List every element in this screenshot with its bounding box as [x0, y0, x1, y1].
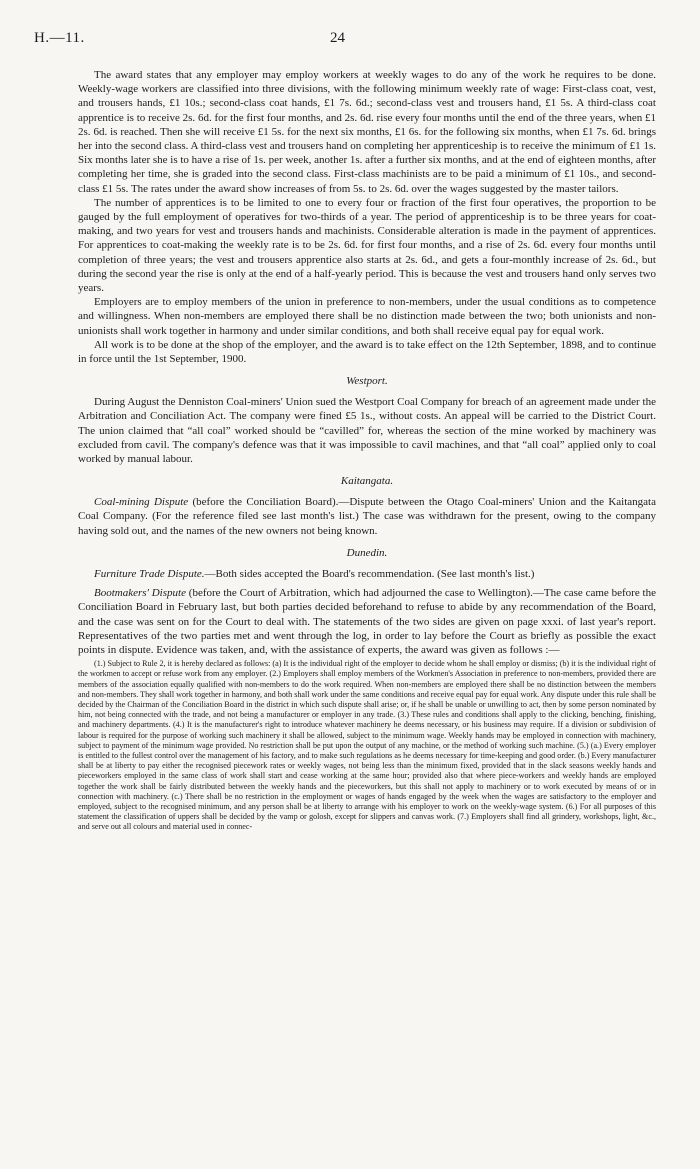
union-preference-paragraph: Employers are to employ members of the union in preference to non-members, under the usual conditions as to competence and willingness. When non-members are employed there shall be no distinction made between the two; both unionists and non-unionists shall work together in harmony and under similar conditions, and both shall receive equal pay for equal work.: [78, 296, 656, 337]
furniture-dispute-title: Furniture Trade Dispute.: [94, 567, 205, 580]
westport-paragraph: During August the Denniston Coal-miners' Union sued the Westport Coal Company for breach of an agreement made under the Arbitration and Conciliation Act. The company were fined £5 1s., without costs. An appeal will be carried to the District Court. The union claimed that “all coal” worked should be “cavilled” for, whereas the section of the mine worked by machinery was excluded from cavil. The company's defence was that it was impossible to cavil machines, and that “all coal” applied only to coal worked by manual labour.: [78, 396, 656, 466]
bootmakers-dispute-text: (before the Court of Arbitration, which had adjourned the case to Wellington).—The case came before the Conciliation Board in February last, but both parties decided beforehand to refuse to abide by any recommendation of the Board, and the case was sent on for the Court to deal with. The statements of the two sides are given on page xxxi. of last year's report. Representatives of the two parties met and went through the log, in order to lay before the Court as briefly as possible the exact points in dispute. Evidence was taken, and, with the assistance of experts, the award was given as follows :—: [78, 587, 656, 656]
westport-heading: Westport.: [346, 375, 388, 388]
page-header: [0, 30, 700, 50]
kaitangata-paragraph: [78, 495, 656, 538]
dunedin-heading: Dunedin.: [346, 546, 388, 559]
award-clauses: (1.) Subject to Rule 2, it is hereby declared as follows: (a) It is the individual right of the employer to decide whom he shall employ or dismiss; (b) it is the individual right of the workmen to accept or refuse work from any employer. (2.) Employers shall employ members of the Workmen's Association in preference to non-members, provided there are members of the association equally qualified with non-members to do the work required. When non-members are employed there shall be no distinction between the members and non-members. They shall work together in harmony, and both shall work under the same conditions and receive equal pay for equal work. Any dispute under this rule shall be decided by the Chairman of the Conciliation Board in the district in which such dispute shall arise; or, if he shall be unable or unwilling to act, then by some person nominated by him, not being connected with the trade, and not being a manufacturer or employer in any trade. (3.) These rules and conditions shall apply to the clicking, benching, finishing, and machinery departments. (4.) It is the manufacturer's right to introduce whatever machinery he deems necessary, or his business may require. If a division or subdivision of labour is required for the purpose of working such machinery it shall be allowed, subject to the minimum wage. Weekly hands may be employed in connection with machinery, subject to payment of the minimum wage provided. No restriction shall be put upon the output of any machine, or the method of working such machine. (5.) (a.) Every employer is entitled to the fullest control over the management of his factory, and to make such regulations as he deems necessary for time-keeping and good order. (b.) Every manufacturer shall be at liberty to pay either the recognised piecework rates or weekly wages, not being less than the minimum fixed, provided that in the slack seasons weekly hands and pieceworkers employed in the same class of work shall start and cease working at the same hour; provided also that where piece-workers and weekly hands are employed together the work shall be fairly distributed between the weekly hands and the pieceworkers, but this shall not apply to machinery or to work executed by means of or in connection with machinery. (c.) There shall be no restriction in the employment or wages of hands engaged by the week when the wages are satisfactory to the employer and employed, subject to the recognised minimum, and any person shall be at liberty to arrange with his employer to work on the weekly-wage system. (6.) For all purposes of this statement the classification of uppers shall be decided by the vamp or golosh, except for slippers and canvas work. (7.) Employers shall find all grindery, workshops, light, &c., and serve out all colours and material used in connec-: [78, 659, 656, 832]
furniture-dispute-text: —Both sides accepted the Board's recommendation. (See last month's list.): [204, 567, 535, 580]
body-text: [78, 68, 656, 833]
bootmakers-dispute-title: Bootmakers' Dispute: [94, 587, 186, 600]
page-number: 24: [330, 30, 345, 46]
document-reference: H.—11.: [34, 30, 85, 46]
furniture-paragraph: [78, 567, 656, 581]
kaitangata-heading: Kaitangata.: [340, 475, 394, 488]
apprentices-paragraph: The number of apprentices is to be limited to one to every four or fraction of the first four operatives, the proportion to be gauged by the full employment of operatives for two-thirds of a year. The period of apprenticeship is to be three years for coat-making, and two years for vest and trousers hands and machinists. Considerable alteration is made in the payment of apprentices. For apprentices to coat-making the weekly rate is to be 2s. 6d. for first four months, and a rise of 2s. 6d. every four months until completion of three years; the vest and trousers apprentice also starts at 2s. 6d., and gets a four-monthly increase of 2s. 6d., but during the second year the rise is only at the end of a half-yearly period. This is because the vest and trousers hand only serves two years.: [78, 196, 656, 295]
award-dates-paragraph: All work is to be done at the shop of the employer, and the award is to take effect on the 12th September, 1898, and to continue in force until the 1st September, 1900.: [78, 338, 656, 366]
bootmakers-paragraph: [78, 586, 656, 657]
coal-mining-dispute-text: (before the Conciliation Board).—Dispute between the Otago Coal-miners' Union and the Kaitangata Coal Company. (For the reference filed see last month's list.) The case was withdrawn for the present, owing to the company having sold out, and the names of the new owners not being known.: [78, 496, 656, 537]
award-rates-paragraph: The award states that any employer may employ workers at weekly wages to do any of the work he requires to be done. Weekly-wage workers are classified into three divisions, with the following minimum weekly rate of wage: First-class coat, vest, and trousers hands, £1 10s.; second-class coat hands, £1 7s. 6d.; second-class vest and trousers hand, £1 5s. A third-class coat apprentice is to receive 2s. 6d. for the first four months, and 2s. 6d. rise every four months until the end of the three years, when £1 2s. 6d. is reached. Then she will receive £1 5s. for the next six months, £1 6s. for the following six months, when £1 7s. 6d. brings her into the second class. A third-class vest and trousers hand on completing her apprenticeship is to receive the minimum of £1 1s. Six months later she is to have a rise of 1s. per week, another 1s. after a further six months, and at the end of eighteen months, after completing her time, she is graded into the second class. First-class machinists are to be paid a minimum of £1 10s., and second-class £1 5s. The rates under the award show increases of from 5s. to 2s. 6d. over the wages suggested by the master tailors.: [78, 69, 656, 195]
coal-mining-dispute-title: Coal-mining Dispute: [94, 496, 189, 509]
